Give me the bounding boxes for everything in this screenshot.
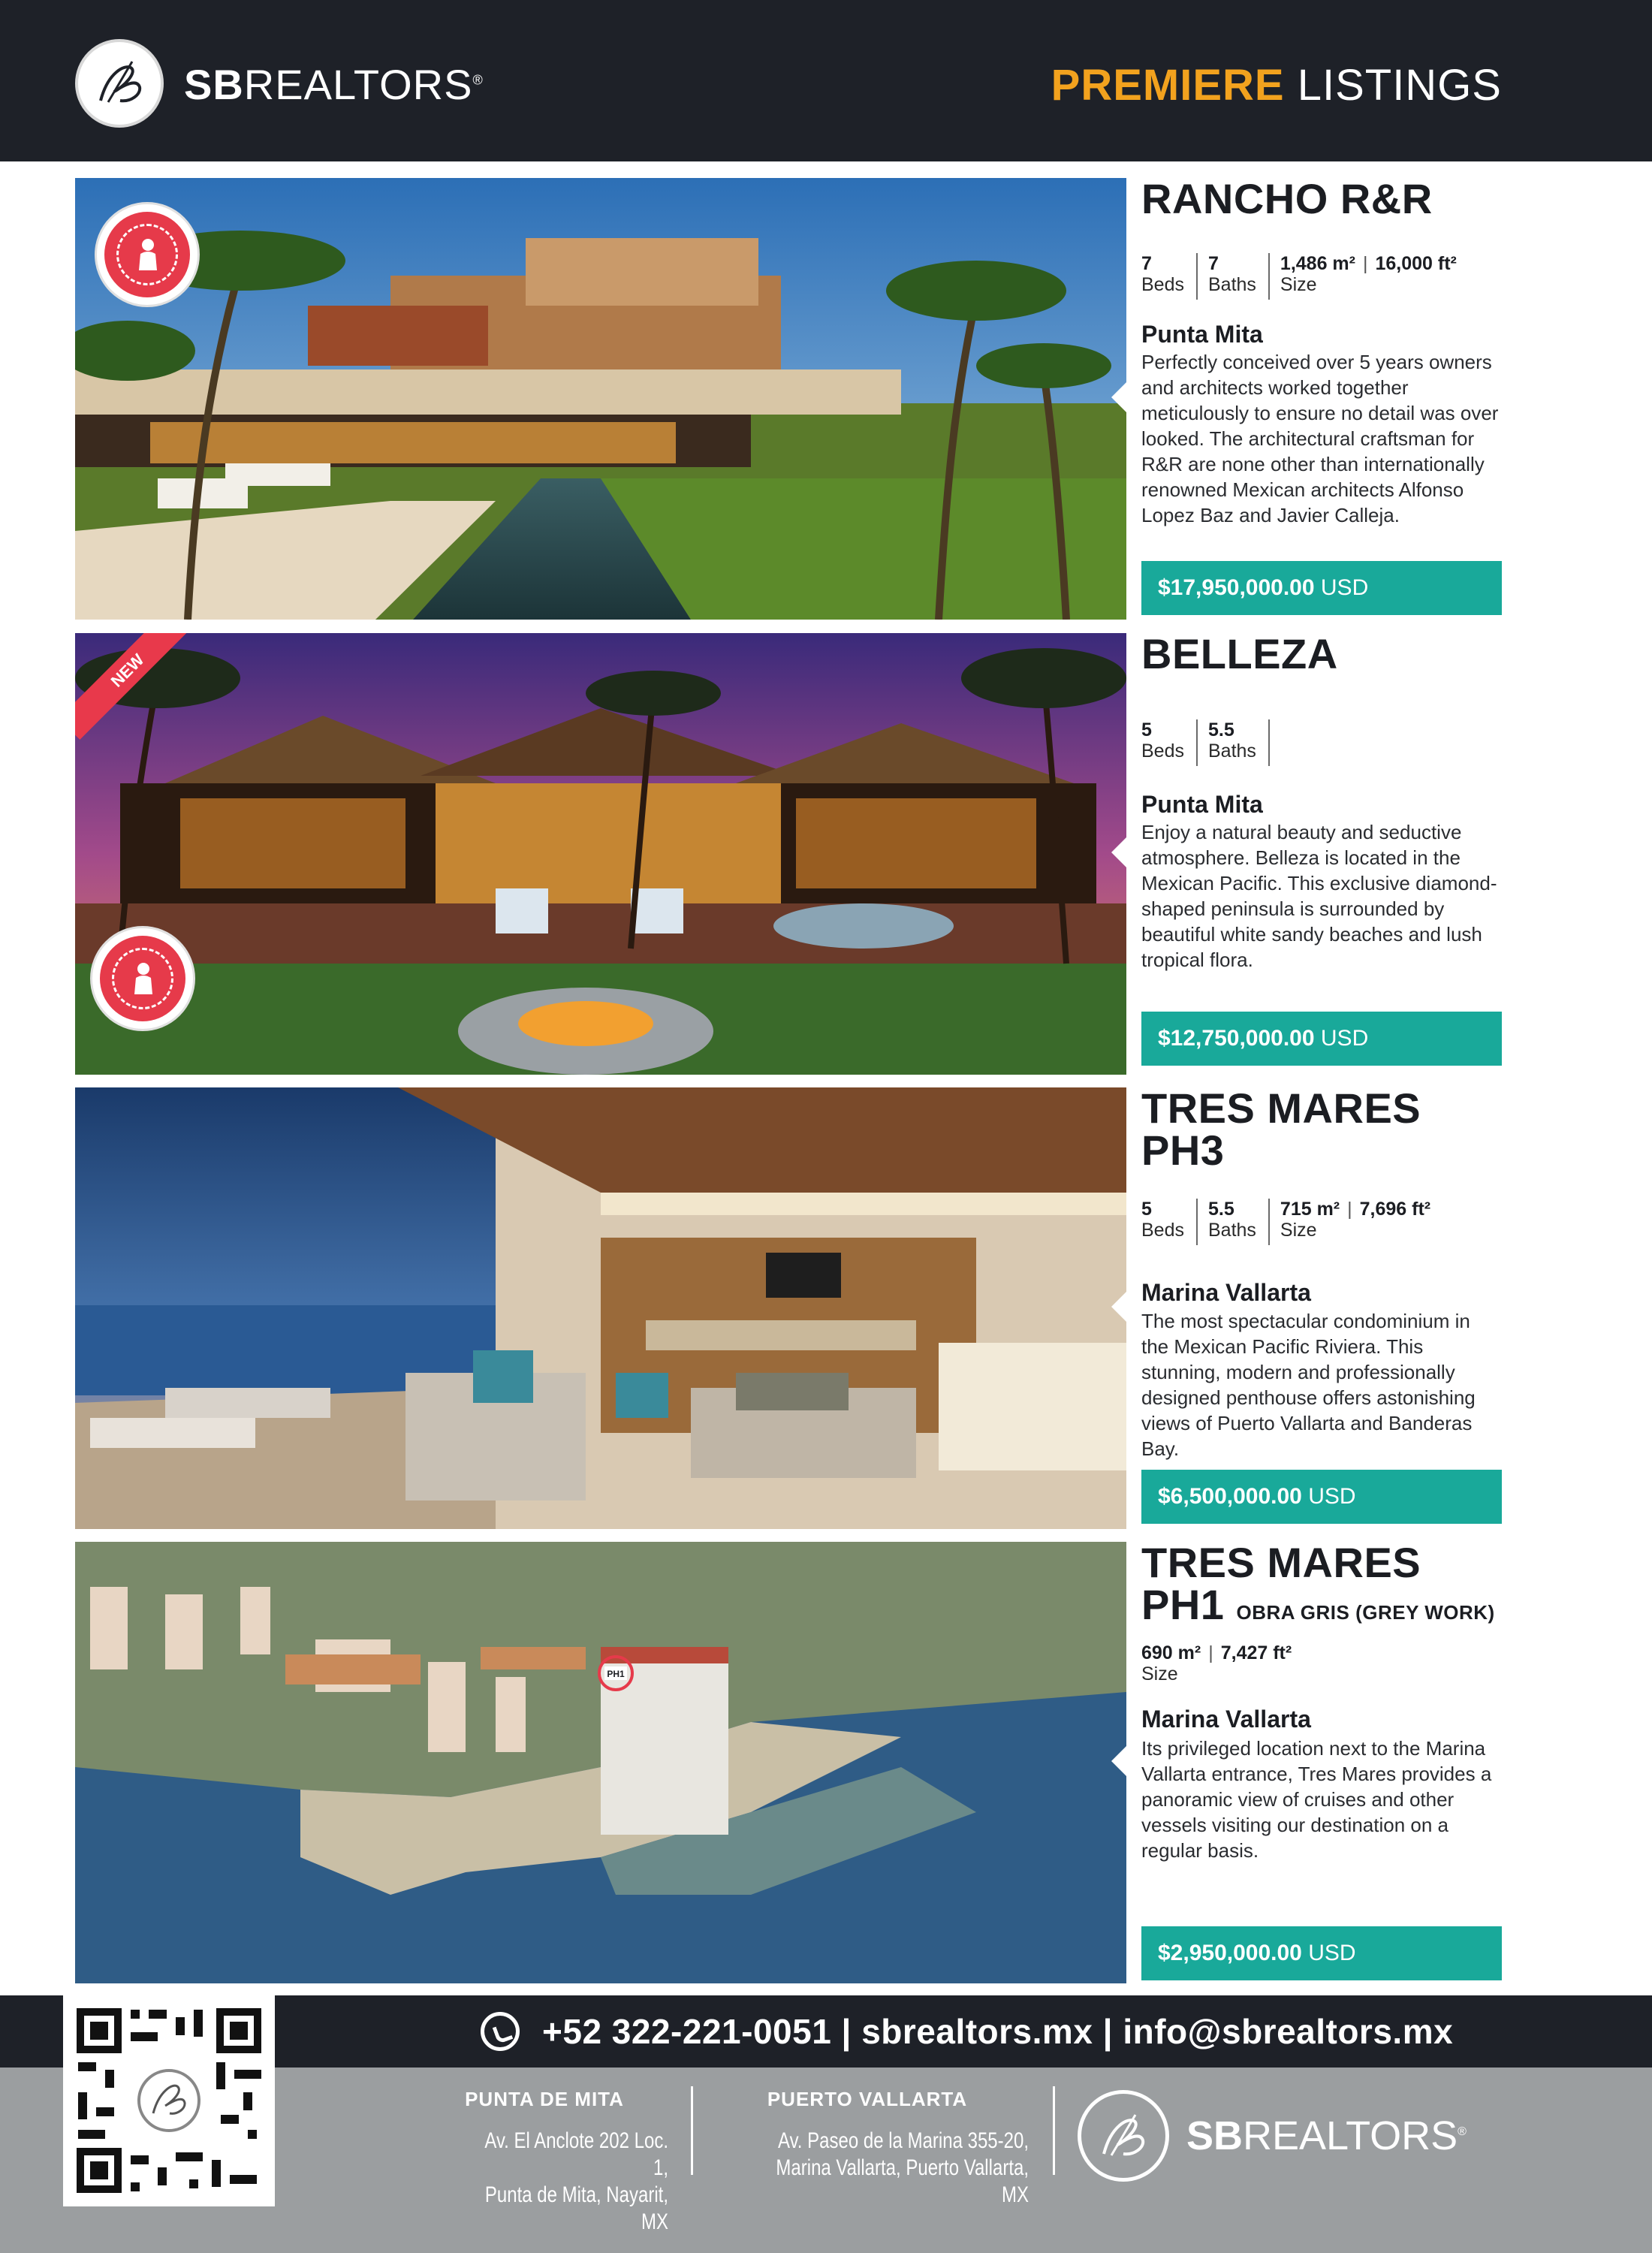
listing-info	[1141, 1539, 1517, 1983]
contact-line[interactable]: +52 322-221-0051 | sbrealtors.mx | info@sbrealtors.mx	[481, 2011, 1453, 2052]
listing-price: $2,950,000.00 USD	[1141, 1926, 1502, 1980]
page-title: PREMIERE LISTINGS	[1051, 61, 1502, 110]
listing-photo	[75, 178, 1126, 620]
listing-tres-mares-ph1	[75, 1539, 1502, 1983]
footer-divider	[1053, 2086, 1055, 2175]
listing-title: RANCHO R&R	[1141, 175, 1433, 222]
listing-info	[1141, 630, 1517, 1075]
footer-brand-logo-icon	[1078, 2090, 1169, 2182]
baths-spec: 5.5 Baths	[1208, 1199, 1270, 1245]
size-spec: 690 m² | 7,427 ft² Size	[1141, 1642, 1292, 1684]
listing-location: Marina Vallarta	[1141, 1706, 1311, 1733]
virtual-tour-badge[interactable]	[95, 202, 200, 307]
page-header	[0, 0, 1652, 161]
listing-title: TRES MARES PH1 OBRA GRIS (GREY WORK)	[1141, 1539, 1495, 1628]
photo-notch	[1111, 836, 1128, 869]
listing-info	[1141, 175, 1517, 620]
virtual-tour-badge[interactable]	[90, 926, 195, 1031]
baths-spec: 5.5 Baths	[1208, 719, 1270, 766]
listing-photo	[75, 633, 1126, 1075]
listing-specs	[1141, 253, 1479, 300]
new-ribbon: NEW	[75, 633, 197, 740]
footer-brand-wordmark: SBREALTORS®	[1186, 2113, 1467, 2158]
listing-info	[1141, 1084, 1517, 1529]
listing-specs	[1141, 719, 1280, 766]
office-punta-de-mita: PUNTA DE MITA Av. El Anclote 202 Loc. 1, Punta de Mita, Nayarit, MX	[465, 2088, 668, 2234]
listing-location: Marina Vallarta	[1141, 1279, 1311, 1306]
listing-photo	[75, 1087, 1126, 1529]
listing-tres-mares-ph3	[75, 1084, 1502, 1529]
listing-location: Punta Mita	[1141, 321, 1263, 348]
listing-price: $6,500,000.00 USD	[1141, 1470, 1502, 1524]
footer-divider	[691, 2086, 693, 2175]
qr-code-icon[interactable]	[63, 1995, 275, 2206]
office-puerto-vallarta: PUERTO VALLARTA Av. Paseo de la Marina 355-20, Marina Vallarta, Puerto Vallarta, MX	[767, 2088, 1029, 2207]
baths-spec: 7 Baths	[1208, 253, 1270, 300]
listing-title: BELLEZA	[1141, 630, 1338, 677]
beds-spec: 7 Beds	[1141, 253, 1198, 300]
listing-description: The most spectacular condominium in the Mexican Pacific Riviera. This stunning, modern and professionally designed penthouse offers astonishing views of Puerto Vallarta and Banderas Bay.	[1141, 1310, 1476, 1460]
size-spec: 1,486 m² | 16,000 ft² Size	[1280, 253, 1457, 295]
listing-title: TRES MARES PH3	[1141, 1084, 1421, 1174]
listing-photo	[75, 1542, 1126, 1983]
map-marker-label: PH1	[607, 1669, 625, 1679]
listing-description: Enjoy a natural beauty and seductive atmosphere. Belleza is located in the Mexican Pacific. This exclusive diamond-shaped peninsula is surrounded by beautiful white sandy beaches and lush tropical flora.	[1141, 821, 1497, 971]
listing-location: Punta Mita	[1141, 791, 1263, 818]
beds-spec: 5 Beds	[1141, 719, 1198, 766]
listing-specs	[1141, 1642, 1314, 1689]
brand-wordmark: SBREALTORS®	[184, 61, 484, 108]
photo-notch	[1111, 1745, 1128, 1778]
listing-rancho-rr	[75, 175, 1502, 620]
listing-price: $12,750,000.00 USD	[1141, 1012, 1502, 1066]
beds-spec: 5 Beds	[1141, 1199, 1198, 1245]
listing-price: $17,950,000.00 USD	[1141, 561, 1502, 615]
listing-belleza	[75, 630, 1502, 1075]
listing-specs	[1141, 1199, 1453, 1245]
photo-notch	[1111, 381, 1128, 414]
listing-description: Its privileged location next to the Marina Vallarta entrance, Tres Mares provides a panoramic view of cruises and other vessels visiting our destination on a regular basis.	[1141, 1737, 1492, 1862]
photo-notch	[1111, 1290, 1128, 1323]
whatsapp-icon	[481, 2012, 520, 2051]
brand-logo-icon	[75, 39, 164, 128]
listing-description: Perfectly conceived over 5 years owners and architects worked together meticulously to ensure no detail was over looked. The architectural craftsman for R&R are none other than internationally renowned Mexican architects Alfonso Lopez Baz and Javier Calleja.	[1141, 351, 1499, 526]
size-spec: 715 m² | 7,696 ft² Size	[1280, 1199, 1431, 1241]
